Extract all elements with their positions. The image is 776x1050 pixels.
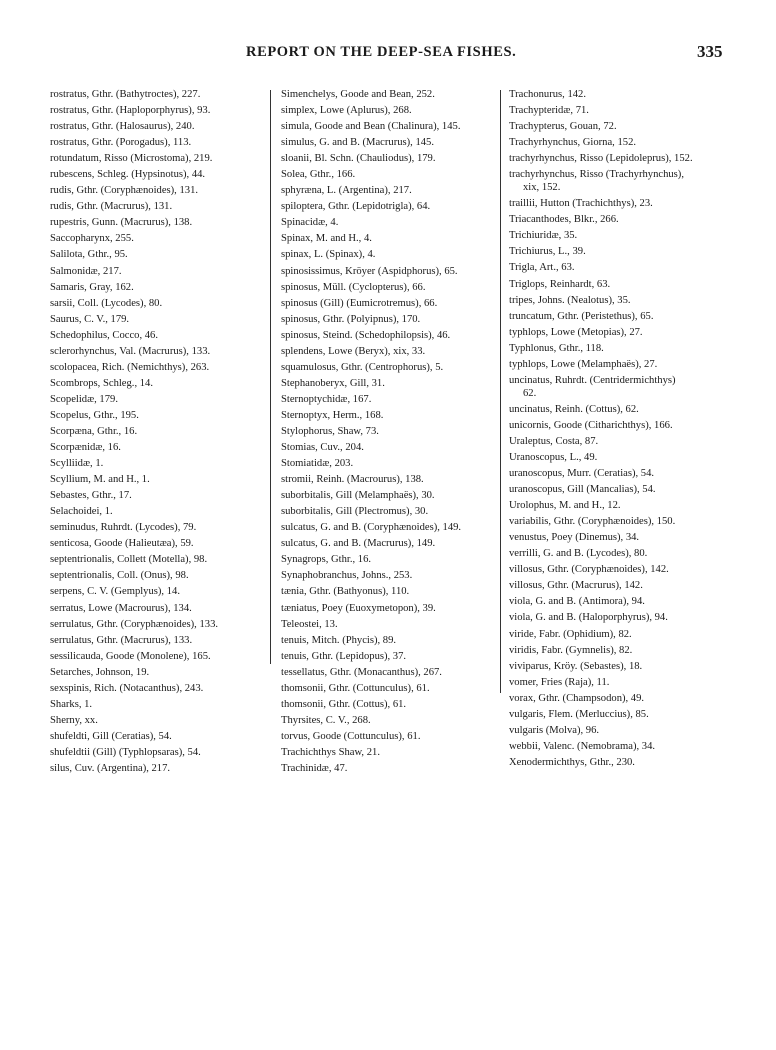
- index-entry: Schedophilus, Cocco, 46.: [50, 329, 158, 341]
- index-entry: torvus, Goode (Cottunculus), 61.: [281, 730, 421, 742]
- index-entry: spinosissimus, Kröyer (Aspidphorus), 65.: [281, 265, 458, 277]
- index-entry: rudis, Gthr. (Coryphænoides), 131.: [50, 185, 199, 197]
- index-entry: viride, Fabr. (Ophidium), 82.: [509, 628, 632, 640]
- index-entry: seminudus, Ruhrdt. (Lycodes), 79.: [50, 522, 197, 534]
- index-entry: Synagrops, Gthr., 16.: [281, 554, 372, 566]
- index-entry: tessellatus, Gthr. (Monacanthus), 267.: [281, 666, 442, 678]
- index-entry: Trachonurus, 142.: [509, 89, 587, 100]
- index-entry: villosus, Gthr. (Macrurus), 142.: [509, 580, 643, 592]
- index-entry: spinosus, Müll. (Cyclopterus), 66.: [281, 281, 426, 293]
- index-entry: rupestris, Gunn. (Macrurus), 138.: [50, 217, 193, 229]
- index-entry: Synaphobranchus, Johns., 253.: [281, 570, 413, 582]
- index-entry: Scorpænidæ, 16.: [50, 442, 121, 454]
- index-entry: sloanii, Bl. Schn. (Chauliodus), 179.: [281, 153, 436, 165]
- index-entry: spinosus, Gthr. (Polyipnus), 170.: [281, 313, 421, 325]
- index-entry: rostratus, Gthr. (Bathytroctes), 227.: [50, 89, 201, 100]
- index-entry: rotundatum, Risso (Microstoma), 219.: [50, 153, 213, 165]
- index-entry: sulcatus, G. and B. (Macrurus), 149.: [281, 538, 436, 550]
- index-entry: serpens, C. V. (Gemplyus), 14.: [50, 586, 180, 598]
- index-entry: uranoscopus, Gill (Mancalias), 54.: [509, 484, 656, 496]
- index-entry-text: uncinatus, Ruhrdt. (Centridermichthys): [509, 374, 676, 386]
- index-entry: sphyræna, L. (Argentina), 217.: [281, 185, 412, 197]
- index-entry: Trachyrhynchus, Giorna, 152.: [509, 137, 637, 149]
- index-entry: thomsonii, Gthr. (Cottunculus), 61.: [281, 682, 430, 694]
- index-entry: Sternoptychidæ, 167.: [281, 393, 372, 405]
- page-number: 335: [697, 42, 723, 61]
- index-entry: tripes, Johns. (Nealotus), 35.: [509, 294, 631, 306]
- index-entry: Typhlonus, Gthr., 118.: [509, 342, 604, 354]
- index-entry: spinax, L. (Spinax), 4.: [281, 249, 376, 261]
- index-entry: trachyrhynchus, Risso (Lepidoleprus), 152.: [509, 153, 693, 165]
- index-entry: verrilli, G. and B. (Lycodes), 80.: [509, 548, 648, 560]
- index-entry: sarsii, Coll. (Lycodes), 80.: [50, 297, 163, 309]
- index-entry: rostratus, Gthr. (Haploporphyrus), 93.: [50, 105, 211, 117]
- index-entry: rostratus, Gthr. (Halosaurus), 240.: [50, 121, 195, 133]
- index-entry: Simenchelys, Goode and Bean, 252.: [281, 89, 435, 100]
- index-entry: Sherny, xx.: [50, 714, 98, 726]
- index-entry: Solea, Gthr., 166.: [281, 169, 356, 181]
- index-entry: Trachypterus, Gouan, 72.: [509, 121, 617, 133]
- index-entry-text: trachyrhynchus, Risso (Trachyrhynchus),: [509, 169, 684, 181]
- index-entry: Trachypteridæ, 71.: [509, 105, 589, 117]
- index-entry: [509, 168, 734, 194]
- index-entry: Stephanoberyx, Gill, 31.: [281, 377, 385, 389]
- index-entry: unicornis, Goode (Citharichthys), 166.: [509, 419, 673, 431]
- index-entry: stromii, Reinh. (Macrourus), 138.: [281, 474, 424, 486]
- index-entry: Trachinidæ, 47.: [281, 762, 348, 774]
- index-column-3: [509, 88, 734, 772]
- index-entry: Trachichthys Shaw, 21.: [281, 746, 380, 758]
- index-entry: typhlops, Lowe (Metopias), 27.: [509, 326, 643, 338]
- index-entry: Triglops, Reinhardt, 63.: [509, 278, 611, 290]
- index-entry: Saccopharynx, 255.: [50, 233, 134, 245]
- index-entry: uncinatus, Reinh. (Cottus), 62.: [509, 403, 639, 415]
- index-entry: Sebastes, Gthr., 17.: [50, 490, 132, 502]
- index-entry: splendens, Lowe (Beryx), xix, 33.: [281, 345, 426, 357]
- index-entry: Salmonidæ, 217.: [50, 265, 122, 277]
- index-entry: Samaris, Gray, 162.: [50, 281, 134, 293]
- index-entry: simulus, G. and B. (Macrurus), 145.: [281, 137, 435, 149]
- index-column-1: [50, 88, 265, 778]
- index-entry: suborbitalis, Gill (Plectromus), 30.: [281, 506, 429, 518]
- index-entry: Salilota, Gthr., 95.: [50, 249, 128, 261]
- index-entry: tæniatus, Poey (Euoxymetopon), 39.: [281, 602, 436, 614]
- index-entry: spinosus (Gill) (Eumicrotremus), 66.: [281, 297, 438, 309]
- index-entry: Thyrsites, C. V., 268.: [281, 714, 371, 726]
- index-entry: shufeldti, Gill (Ceratias), 54.: [50, 730, 172, 742]
- index-entry-continuation: xix, 152.: [523, 182, 561, 194]
- column-divider: [270, 90, 271, 664]
- index-entry: Teleostei, 13.: [281, 618, 338, 630]
- index-entry: Stomias, Cuv., 204.: [281, 442, 364, 454]
- index-entry: [509, 374, 734, 400]
- index-entry: variabilis, Gthr. (Coryphænoides), 150.: [509, 516, 676, 528]
- index-entry: viridis, Fabr. (Gymnelis), 82.: [509, 644, 633, 656]
- index-entry: vorax, Gthr. (Champsodon), 49.: [509, 692, 645, 704]
- index-entry: sexspinis, Rich. (Notacanthus), 243.: [50, 682, 204, 694]
- index-column-2: [281, 88, 501, 778]
- index-entry: Urolophus, M. and H., 12.: [509, 500, 621, 512]
- index-entry: villosus, Gthr. (Coryphænoides), 142.: [509, 564, 669, 576]
- index-entry: scolopacea, Rich. (Nemichthys), 263.: [50, 361, 210, 373]
- index-entry: Scopelidæ, 179.: [50, 393, 118, 405]
- index-entry: Scylliidæ, 1.: [50, 458, 104, 470]
- index-entry: Scyllium, M. and H., 1.: [50, 474, 150, 486]
- index-entry: Trichiurus, L., 39.: [509, 246, 586, 258]
- index-entry-continuation: 62.: [523, 387, 537, 399]
- index-entry: sclerorhynchus, Val. (Macrurus), 133.: [50, 345, 211, 357]
- index-entry: viola, G. and B. (Haloporphyrus), 94.: [509, 612, 668, 624]
- index-entry: spiloptera, Gthr. (Lepidotrigla), 64.: [281, 201, 431, 213]
- index-entry: viviparus, Kröy. (Sebastes), 18.: [509, 660, 643, 672]
- index-entry: webbii, Valenc. (Nemobrama), 34.: [509, 740, 656, 752]
- index-entry: rostratus, Gthr. (Porogadus), 113.: [50, 137, 192, 149]
- index-entry: traillii, Hutton (Trachichthys), 23.: [509, 198, 653, 210]
- index-entry: truncatum, Gthr. (Peristethus), 65.: [509, 310, 654, 322]
- index-entry: uranoscopus, Murr. (Ceratias), 54.: [509, 468, 655, 480]
- column-divider: [500, 90, 501, 693]
- index-entry: spinosus, Steind. (Schedophilopsis), 46.: [281, 329, 451, 341]
- index-entry: rubescens, Schleg. (Hypsinotus), 44.: [50, 169, 206, 181]
- index-entry: Stomiatidæ, 203.: [281, 458, 354, 470]
- index-entry: Spinacidæ, 4.: [281, 217, 339, 229]
- index-entry: septentrionalis, Coll. (Onus), 98.: [50, 570, 189, 582]
- index-entry: Scorpæna, Gthr., 16.: [50, 425, 138, 437]
- index-entry: viola, G. and B. (Antimora), 94.: [509, 596, 645, 608]
- index-entry: tenuis, Mitch. (Phycis), 89.: [281, 634, 397, 646]
- index-entry: Setarches, Johnson, 19.: [50, 666, 150, 678]
- index-entry: Sternoptyx, Herm., 168.: [281, 409, 384, 421]
- index-entry: Trichiuridæ, 35.: [509, 230, 578, 242]
- index-entry: Uranoscopus, L., 49.: [509, 451, 598, 463]
- index-entry: thomsonii, Gthr. (Cottus), 61.: [281, 698, 407, 710]
- index-entry: sessilicauda, Goode (Monolene), 165.: [50, 650, 211, 662]
- index-entry: rudis, Gthr. (Macrurus), 131.: [50, 201, 173, 213]
- index-entry: venustus, Poey (Dinemus), 34.: [509, 532, 640, 544]
- index-entry: serrulatus, Gthr. (Coryphænoides), 133.: [50, 618, 219, 630]
- index-entry: Stylophorus, Shaw, 73.: [281, 425, 379, 437]
- index-entry: serrulatus, Gthr. (Macrurus), 133.: [50, 634, 193, 646]
- index-entry: squamulosus, Gthr. (Centrophorus), 5.: [281, 361, 444, 373]
- index-entry: Triacanthodes, Blkr., 266.: [509, 214, 619, 226]
- index-entry: tænia, Gthr. (Bathyonus), 110.: [281, 586, 410, 598]
- index-entry: shufeldtii (Gill) (Typhlopsaras), 54.: [50, 746, 201, 758]
- index-entry: sulcatus, G. and B. (Coryphænoides), 149.: [281, 522, 462, 534]
- index-entry: senticosa, Goode (Halieutæa), 59.: [50, 538, 194, 550]
- index-entry: Scombrops, Schleg., 14.: [50, 377, 153, 389]
- index-entry: Saurus, C. V., 179.: [50, 313, 130, 325]
- index-entry: vomer, Fries (Raja), 11.: [509, 676, 610, 688]
- index-entry: septentrionalis, Collett (Motella), 98.: [50, 554, 208, 566]
- index-entry: Spinax, M. and H., 4.: [281, 233, 372, 245]
- running-head: REPORT ON THE DEEP-SEA FISHES.: [246, 44, 517, 60]
- index-entry: Trigla, Art., 63.: [509, 262, 575, 274]
- index-entry: Selachoidei, 1.: [50, 506, 113, 518]
- index-entry: vulgaris, Flem. (Merluccius), 85.: [509, 708, 649, 720]
- index-entry: typhlops, Lowe (Melamphaës), 27.: [509, 358, 658, 370]
- index-entry: suborbitalis, Gill (Melamphaës), 30.: [281, 490, 435, 502]
- index-entry: Xenodermichthys, Gthr., 230.: [509, 756, 635, 768]
- index-entry: Sharks, 1.: [50, 698, 93, 710]
- index-entry: tenuis, Gthr. (Lepidopus), 37.: [281, 650, 407, 662]
- index-entry: simula, Goode and Bean (Chalinura), 145.: [281, 121, 461, 133]
- index-entry: Scopelus, Gthr., 195.: [50, 409, 139, 421]
- index-entry: silus, Cuv. (Argentina), 217.: [50, 762, 171, 774]
- index-entry: Uraleptus, Costa, 87.: [509, 435, 599, 447]
- index-entry: simplex, Lowe (Aplurus), 268.: [281, 105, 412, 117]
- index-entry: serratus, Lowe (Macrourus), 134.: [50, 602, 192, 614]
- index-entry: vulgaris (Molva), 96.: [509, 724, 600, 736]
